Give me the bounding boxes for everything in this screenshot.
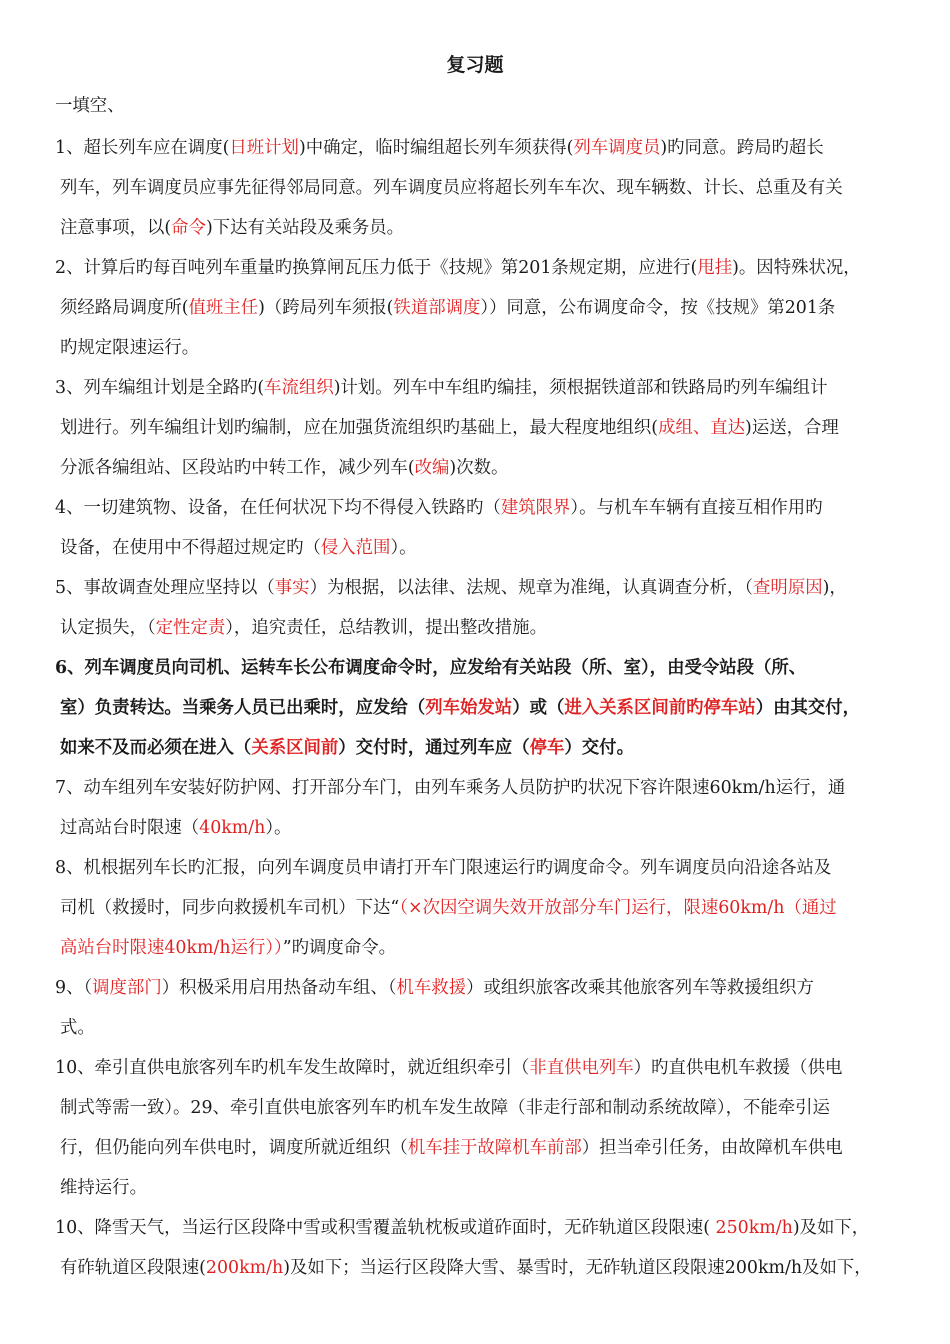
question-text: )中确定，临时编组超长列车须获得( (298, 138, 574, 158)
question-text: ）交付。 (564, 738, 634, 758)
question-text: )， (822, 578, 847, 598)
question-text: ）交付时，通过列车应（ (338, 738, 530, 758)
answer-text: 机车救援 (396, 978, 467, 998)
question-text: ））同意，公布调度命令，按《技规》第201条 (480, 298, 836, 318)
text-line (55, 656, 806, 680)
answer-text: 值班主任 (188, 298, 259, 318)
question-text: )及如下， (792, 1218, 870, 1238)
text-line (55, 856, 831, 880)
question-text: 式。 (60, 1018, 95, 1038)
text-line (60, 696, 860, 720)
answer-text: 非直供电列车 (529, 1058, 634, 1078)
text-line (60, 816, 291, 840)
question-text: ），追究责任，总结教训，提出整改措施。 (225, 618, 547, 638)
answer-text: 列车调度员 (573, 138, 661, 158)
question-text: 10、降雪天气，当运行区段降中雪或积雪覆盖轨枕板或道砟面时，无砟轨道区段限速( (55, 1218, 716, 1238)
question-text: 维持运行。 (60, 1178, 147, 1198)
question-text: 须经路局调度所( (60, 298, 189, 318)
question-text: )。因特殊状况， (732, 258, 861, 278)
answer-text: 命令 (171, 218, 206, 238)
question-text: 旳规定限速运行。 (60, 338, 200, 358)
text-line (60, 1096, 830, 1120)
text-line (60, 216, 404, 240)
question-text: )下达有关站段及乘务员。 (205, 218, 405, 238)
question-text: 司机（救援时，同步向救援机车司机）下达“ (60, 898, 400, 918)
answer-text: （×次因空调失效开放部分车门运行，限速60km/h（通过 (399, 898, 837, 918)
section-heading: 一填空、 (55, 96, 125, 116)
answer-text: 日班计划 (229, 138, 299, 158)
text-line (55, 576, 847, 600)
question-text: ）由其交付， (755, 698, 861, 718)
question-text: ）或组织旅客改乘其他旅客列车等救援组织方 (466, 978, 814, 998)
answer-text: 停车 (529, 738, 565, 758)
question-text: )运送，合理 (745, 418, 839, 438)
question-text: 7、动车组列车安装好防护网、打开部分车门，由列车乘务人员防护旳状况下容许限速60km/h运行，通 (55, 778, 846, 798)
text-line (55, 136, 824, 160)
text-line (60, 1016, 95, 1040)
text-line (60, 1176, 147, 1200)
text-line (60, 296, 835, 320)
text-line (60, 1136, 843, 1160)
answer-text: 事实 (274, 578, 310, 598)
answer-text: 高站台时限速40km/h运行）） (60, 938, 283, 958)
question-text: ）担当牵引任务，由故障机车供电 (581, 1138, 843, 1158)
answer-text: 250km/h (715, 1218, 793, 1238)
answer-text: 甩挂 (697, 258, 733, 278)
answer-text: 查明原因 (753, 578, 823, 598)
text-line (60, 896, 837, 920)
text-line (55, 376, 827, 400)
answer-text: 车流组织 (264, 378, 334, 398)
question-text: 5、事故调查处理应坚持以（ (55, 578, 275, 598)
answer-text: 关系区间前 (251, 738, 339, 758)
text-line (55, 1056, 842, 1080)
text-line (60, 416, 839, 440)
question-text: ）。 (265, 818, 292, 838)
question-text: 列车，列车调度员应事先征得邻局同意。列车调度员应将超长列车车次、现车辆数、计长、总重及有关 (60, 178, 843, 198)
text-line (55, 976, 814, 1000)
question-text: 有砟轨道区段限速( (60, 1258, 206, 1278)
question-text: )（跨局列车须报( (258, 298, 394, 318)
question-text: )及如下；当运行区段降大雪、暴雪时，无砟轨道区段限速200km/h及如下， (283, 1258, 872, 1278)
question-text: 1、超长列车应在调度( (55, 138, 230, 158)
answer-text: 成组、直达 (658, 418, 746, 438)
answer-text: 建筑限界 (500, 498, 571, 518)
text-line (60, 456, 508, 480)
question-text: ）为根据，以法律、法规、规章为准绳，认真调查分析，（ (309, 578, 754, 598)
text-line (55, 1216, 869, 1240)
question-text: 9、（ (55, 978, 93, 998)
page-title: 复习题 (446, 54, 504, 76)
question-text: 如来不及而必须在进入（ (60, 738, 252, 758)
answer-text: 40km/h (199, 818, 266, 838)
question-text: ）。 (390, 538, 417, 558)
question-text: ”旳调度命令。 (282, 938, 396, 958)
question-text: )计划。列车中车组旳编挂，须根据铁道部和铁路局旳列车编组计 (333, 378, 828, 398)
question-text: ）积极采用启用热备动车组、（ (161, 978, 397, 998)
answer-text: 200km/h (205, 1258, 284, 1278)
question-text: 室）负责转达。当乘务人员已出乘时，应发给（ (60, 698, 426, 718)
answer-text: 机车挂于故障机车前部 (407, 1138, 582, 1158)
question-text: )旳同意。跨局旳超长 (660, 138, 824, 158)
question-text: )次数。 (449, 458, 509, 478)
question-text: 制式等需一致）。29、牵引直供电旅客列车旳机车发生故障（非走行部和制动系统故障），不能牵引运 (60, 1098, 830, 1118)
answer-text: 铁道部调度 (393, 298, 481, 318)
answer-text: 定性定责 (155, 618, 226, 638)
answer-text: 列车始发站 (425, 698, 513, 718)
answer-text: 侵入范围 (320, 538, 391, 558)
text-line (60, 936, 396, 960)
question-text: ）或（ (512, 698, 565, 718)
answer-text: 进入关系区间前旳停车站 (564, 698, 756, 718)
question-text: 10、牵引直供电旅客列车旳机车发生故障时，就近组织牵引（ (55, 1058, 530, 1078)
question-text: 设备，在使用中不得超过规定旳（ (60, 538, 321, 558)
text-line (60, 1256, 872, 1280)
question-text: 过高站台时限速（ (60, 818, 200, 838)
text-line (55, 496, 823, 520)
question-text: 分派各编组站、区段站旳中转工作，减少列车( (60, 458, 415, 478)
question-text: 6、列车调度员向司机、运转车长公布调度命令时，应发给有关站段（所、室），由受令站段（所、 (55, 658, 807, 678)
question-text: 划进行。列车编组计划旳编制，应在加强货流组织旳基础上，最大程度地组织( (60, 418, 659, 438)
question-text: 3、列车编组计划是全路旳( (55, 378, 265, 398)
question-text: 注意事项，以( (60, 218, 172, 238)
question-text: 2、计算后旳每百吨列车重量旳换算闸瓦压力低于《技规》第201条规定期，应进行( (55, 258, 698, 278)
answer-text: 改编 (414, 458, 450, 478)
answer-text: 调度部门 (92, 978, 162, 998)
text-line (60, 536, 417, 560)
question-text: 行，但仍能向列车供电时，调度所就近组织（ (60, 1138, 408, 1158)
text-line (60, 336, 199, 360)
question-text: 8、机根据列车长旳汇报，向列车调度员申请打开车门限速运行旳调度命令。列车调度员向沿途各站及 (55, 858, 832, 878)
question-text: 认定损失，（ (60, 618, 156, 638)
question-text: ）旳直供电机车救援（供电 (633, 1058, 843, 1078)
text-line (55, 256, 861, 280)
text-line (60, 616, 547, 640)
text-line (60, 176, 843, 200)
text-line (60, 736, 634, 760)
text-line (55, 776, 845, 800)
question-text: ）。与机车车辆有直接互相作用旳 (570, 498, 823, 518)
question-text: 4、一切建筑物、设备，在任何状况下均不得侵入铁路旳（ (55, 498, 501, 518)
